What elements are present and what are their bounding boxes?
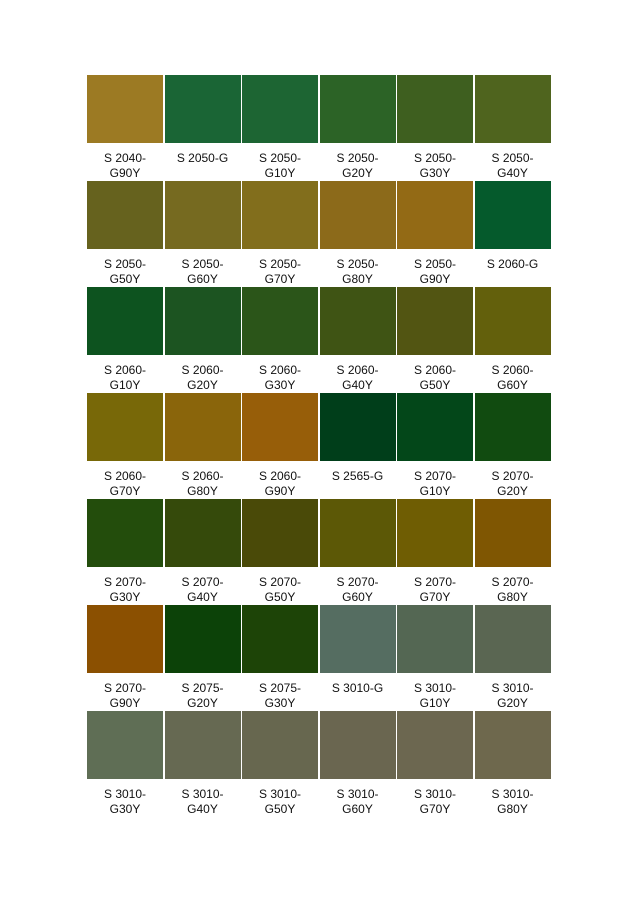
swatch-code-label: S 2060- G60Y (491, 363, 534, 392)
swatch-cell (165, 711, 243, 817)
swatch-cell (475, 711, 553, 817)
color-chip (87, 393, 163, 461)
swatch-cell (87, 75, 165, 181)
swatch-code-label: S 2050- G90Y (413, 257, 457, 286)
color-chip (165, 605, 241, 673)
color-chip (242, 605, 318, 673)
swatch-cell (397, 181, 475, 287)
swatch-code-label: S 2050- G60Y (181, 257, 224, 286)
swatch-cell (475, 181, 553, 287)
swatch-code-label: S 2040- G90Y (103, 151, 147, 180)
swatch-code-label: S 2050- G80Y (336, 257, 379, 286)
swatch-cell (397, 393, 475, 499)
swatch-code-label: S 2060- G30Y (258, 363, 302, 392)
color-chip (397, 393, 473, 461)
swatch-cell (397, 499, 475, 605)
swatch-cell (242, 393, 320, 499)
color-chip (475, 605, 551, 673)
swatch-code-label: S 3010- G20Y (491, 681, 534, 710)
color-chip (87, 287, 163, 355)
swatch-cell (475, 287, 553, 393)
color-chip (165, 181, 241, 249)
swatch-cell (242, 287, 320, 393)
swatch-cell (320, 181, 398, 287)
swatch-cell (165, 605, 243, 711)
swatch-cell (397, 605, 475, 711)
color-chip (397, 605, 473, 673)
swatch-code-label: S 2565-G (331, 469, 384, 483)
swatch-code-label: S 2060- G70Y (103, 469, 147, 498)
swatch-code-label: S 3010- G80Y (491, 787, 534, 816)
color-chip (165, 393, 241, 461)
swatch-code-label: S 2050-G (176, 151, 229, 165)
swatch-cell (242, 605, 320, 711)
color-chip (165, 75, 241, 143)
color-chip (397, 499, 473, 567)
color-chip (475, 711, 551, 779)
swatch-code-label: S 3010-G (331, 681, 384, 695)
swatch-cell (320, 711, 398, 817)
color-chip (242, 393, 318, 461)
swatch-code-label: S 2070- G50Y (258, 575, 302, 604)
color-chip (87, 181, 163, 249)
swatch-code-label: S 3010- G30Y (103, 787, 147, 816)
swatch-cell (320, 75, 398, 181)
swatch-cell (320, 393, 398, 499)
color-chip (320, 181, 396, 249)
swatch-cell (475, 499, 553, 605)
swatch-code-label: S 2050- G40Y (491, 151, 534, 180)
color-chip (320, 393, 396, 461)
swatch-cell (87, 711, 165, 817)
color-chip (320, 75, 396, 143)
swatch-code-label: S 2060- G80Y (181, 469, 224, 498)
color-chip (397, 181, 473, 249)
swatch-code-label: S 2060- G40Y (336, 363, 379, 392)
swatch-code-label: S 2050- G30Y (413, 151, 457, 180)
color-chip (165, 499, 241, 567)
swatch-code-label: S 3010- G50Y (258, 787, 302, 816)
swatch-code-label: S 2060- G20Y (181, 363, 224, 392)
swatch-cell (242, 181, 320, 287)
color-chip (165, 287, 241, 355)
swatch-cell (165, 181, 243, 287)
color-chip (397, 287, 473, 355)
color-chip (165, 711, 241, 779)
color-chip (242, 287, 318, 355)
swatch-cell (397, 711, 475, 817)
swatch-code-label: S 2070- G20Y (491, 469, 534, 498)
color-chip (242, 499, 318, 567)
swatch-code-label: S 3010- G40Y (181, 787, 224, 816)
swatch-cell (242, 499, 320, 605)
swatch-cell (87, 287, 165, 393)
swatch-cell (87, 393, 165, 499)
swatch-cell (87, 605, 165, 711)
color-chip (320, 287, 396, 355)
swatch-cell (87, 181, 165, 287)
swatch-code-label: S 3010- G10Y (413, 681, 457, 710)
swatch-cell (320, 499, 398, 605)
swatch-cell (475, 605, 553, 711)
swatch-code-label: S 2075- G30Y (258, 681, 302, 710)
color-chip (87, 75, 163, 143)
swatch-cell (242, 711, 320, 817)
swatch-cell (397, 75, 475, 181)
color-chip (87, 499, 163, 567)
swatch-code-label: S 2070- G10Y (413, 469, 457, 498)
swatch-code-label: S 2060- G90Y (258, 469, 302, 498)
swatch-code-label: S 2070- G80Y (491, 575, 534, 604)
color-chip (320, 499, 396, 567)
swatch-code-label: S 2050- G20Y (336, 151, 379, 180)
color-chip (320, 605, 396, 673)
color-chip (242, 711, 318, 779)
swatch-code-label: S 2060-G (486, 257, 539, 271)
color-chip (475, 181, 551, 249)
color-chip (475, 287, 551, 355)
color-chip (397, 711, 473, 779)
swatch-code-label: S 2050- G50Y (103, 257, 147, 286)
swatch-code-label: S 2060- G10Y (103, 363, 147, 392)
swatch-code-label: S 2070- G60Y (336, 575, 379, 604)
color-chip (397, 75, 473, 143)
swatch-cell (165, 499, 243, 605)
swatch-code-label: S 2060- G50Y (413, 363, 457, 392)
swatch-cell (165, 393, 243, 499)
swatch-cell (242, 75, 320, 181)
swatch-code-label: S 3010- G60Y (336, 787, 379, 816)
swatch-grid (87, 75, 552, 817)
swatch-cell (165, 75, 243, 181)
color-chip (475, 393, 551, 461)
swatch-code-label: S 3010- G70Y (413, 787, 457, 816)
swatch-code-label: S 2050- G10Y (258, 151, 302, 180)
swatch-cell (475, 75, 553, 181)
color-chip (242, 75, 318, 143)
color-chip (475, 75, 551, 143)
swatch-code-label: S 2075- G20Y (181, 681, 224, 710)
swatch-code-label: S 2070- G40Y (181, 575, 224, 604)
swatch-code-label: S 2050- G70Y (258, 257, 302, 286)
swatch-cell (87, 499, 165, 605)
swatch-cell (165, 287, 243, 393)
swatch-cell (475, 393, 553, 499)
color-chip (242, 181, 318, 249)
swatch-cell (320, 605, 398, 711)
swatch-cell (397, 287, 475, 393)
swatch-cell (320, 287, 398, 393)
color-chip (320, 711, 396, 779)
swatch-code-label: S 2070- G30Y (103, 575, 147, 604)
swatch-code-label: S 2070- G70Y (413, 575, 457, 604)
color-chip (87, 605, 163, 673)
color-chip (475, 499, 551, 567)
swatch-code-label: S 2070- G90Y (103, 681, 147, 710)
color-chip (87, 711, 163, 779)
